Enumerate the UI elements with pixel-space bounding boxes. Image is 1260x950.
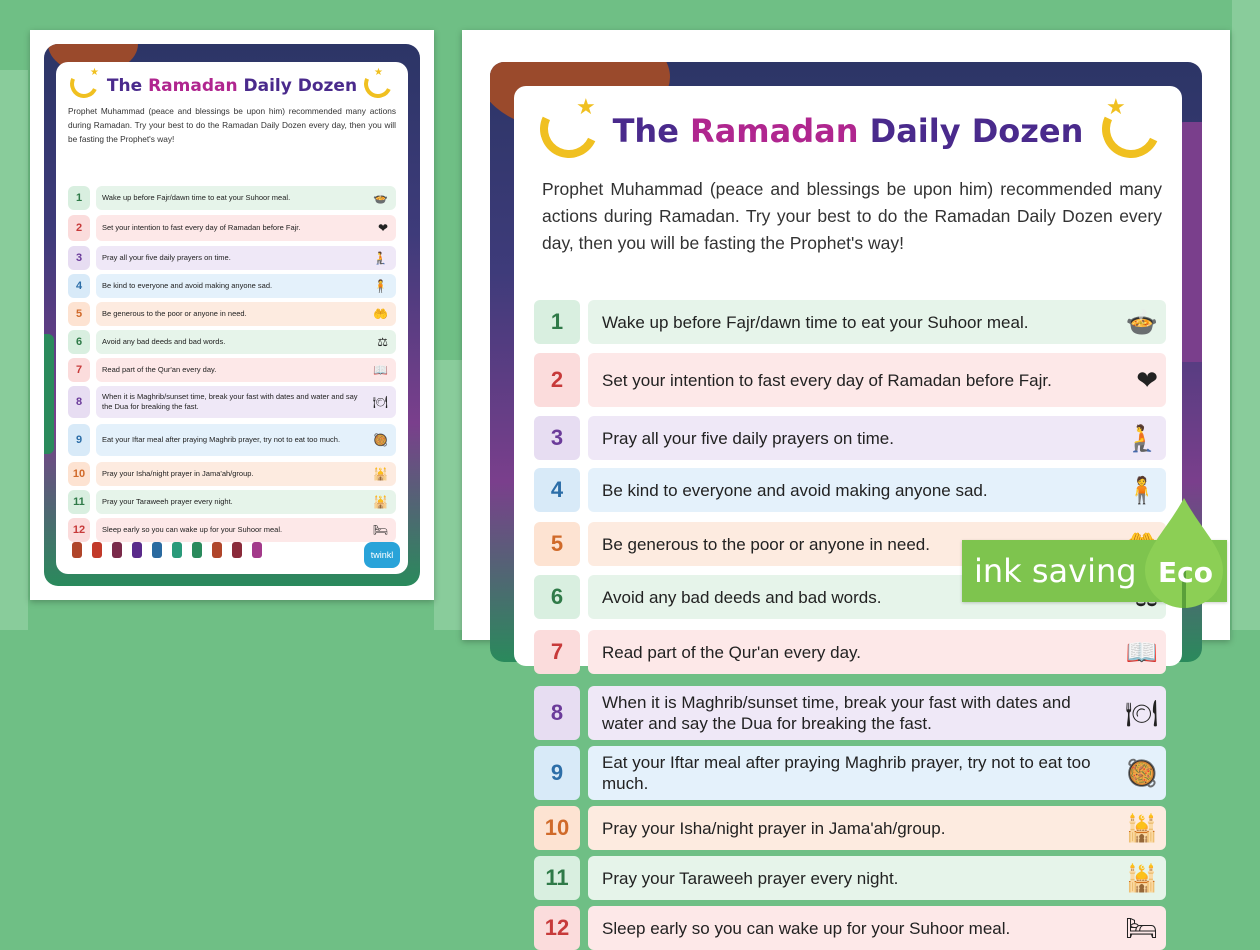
item-number: 3 — [68, 246, 90, 270]
item-text: Sleep early so you can wake up for your Suhoor meal. — [602, 918, 1011, 938]
list-item — [68, 424, 396, 456]
list-item — [534, 300, 1166, 344]
item-text: Read part of the Qur'an every day. — [602, 642, 862, 662]
page-title: The Ramadan Daily Dozen — [106, 76, 358, 96]
item-box — [96, 518, 396, 542]
item-box — [588, 416, 1166, 460]
list-item — [68, 186, 396, 210]
list-item — [68, 302, 396, 326]
item-text: Eat your Iftar meal after praying Maghrib prayer, try not to eat too much. — [102, 435, 341, 444]
item-number: 3 — [534, 416, 580, 460]
item-number: 9 — [68, 424, 90, 456]
item-number: 5 — [534, 522, 580, 566]
item-number: 10 — [68, 462, 90, 486]
background-building — [434, 360, 464, 630]
item-box — [588, 856, 1166, 900]
badge-text: ink saving — [974, 552, 1137, 590]
background-building — [1232, 0, 1260, 630]
list-item — [68, 490, 396, 514]
star-icon: ★ — [1106, 94, 1126, 119]
list-item — [68, 274, 396, 298]
list-item — [68, 518, 396, 542]
item-text: Be kind to everyone and avoid making anyone sad. — [602, 480, 988, 500]
item-number: 11 — [68, 490, 90, 514]
item-box — [96, 330, 396, 354]
item-box — [588, 353, 1166, 407]
group-prayer-icon: 🕌 — [1125, 813, 1158, 843]
star-icon: ★ — [374, 67, 383, 78]
lantern-row — [56, 542, 408, 558]
mosque-icon: 🕌 — [1125, 863, 1158, 893]
list-item — [534, 686, 1166, 740]
item-text: Read part of the Qur'an every day. — [102, 365, 217, 374]
item-text: Set your intention to fast every day of Ramadan before Fajr. — [602, 370, 1052, 390]
twinkl-logo: twinkl — [364, 542, 400, 568]
praying-person-icon: 🧎 — [373, 251, 388, 265]
item-text: Avoid any bad deeds and bad words. — [602, 587, 882, 607]
list-item — [68, 462, 396, 486]
poster-card — [56, 62, 408, 574]
item-text: Be kind to everyone and avoid making anyone sad. — [102, 281, 273, 290]
item-box — [96, 186, 396, 210]
item-number: 11 — [534, 856, 580, 900]
list-item — [534, 630, 1166, 674]
list-item — [534, 906, 1166, 950]
intro-text: Prophet Muhammad (peace and blessings be upon him) recommended many actions during Ramadan. Try your best to do the Ramadan Daily Dozen every day, then you will be fasting the Prophet's way! — [68, 106, 396, 144]
item-number: 6 — [534, 575, 580, 619]
kind-person-icon: 🧍 — [373, 279, 388, 293]
item-number: 8 — [534, 686, 580, 740]
item-text: Sleep early so you can wake up for your Suhoor meal. — [102, 525, 283, 534]
item-number: 1 — [68, 186, 90, 210]
item-text: When it is Maghrib/sunset time, break your fast with dates and water and say the Dua for breaking the fast. — [102, 392, 358, 411]
item-number: 12 — [68, 518, 90, 542]
item-text: Eat your Iftar meal after praying Maghrib prayer, try not to eat too much. — [602, 753, 1091, 793]
item-box — [96, 302, 396, 326]
food-bowl-icon: 🍲 — [1125, 307, 1158, 337]
dome-decoration — [44, 334, 54, 454]
bed-icon: 🛏 — [1124, 913, 1158, 943]
item-box — [588, 630, 1166, 674]
star-icon: ★ — [90, 67, 99, 78]
list-item — [68, 246, 396, 270]
item-text: Wake up before Fajr/dawn time to eat your Suhoor meal. — [102, 193, 291, 202]
bed-icon: 🛏 — [372, 523, 388, 537]
star-icon: ★ — [576, 94, 596, 119]
item-box — [588, 906, 1166, 950]
praying-person-icon: 🧎 — [1125, 423, 1158, 453]
group-prayer-icon: 🕌 — [373, 467, 388, 481]
dates-plate-icon: 🍽 — [1124, 698, 1158, 728]
meal-plate-icon: 🥘 — [1125, 758, 1158, 788]
eco-drop-icon — [1145, 498, 1223, 608]
heart-icon: ❤ — [377, 221, 388, 235]
item-number: 4 — [534, 468, 580, 512]
kind-person-icon: 🧍 — [1125, 475, 1158, 505]
list-item — [534, 746, 1166, 800]
item-number: 1 — [534, 300, 580, 344]
food-bowl-icon: 🍲 — [373, 191, 388, 205]
item-number: 8 — [68, 386, 90, 418]
item-box — [588, 686, 1166, 740]
item-text: Pray all your five daily prayers on time. — [602, 428, 894, 448]
item-number: 7 — [68, 358, 90, 382]
item-text: When it is Maghrib/sunset time, break your fast with dates and water and say the Dua for breaking the fast. — [602, 693, 1071, 733]
item-number: 12 — [534, 906, 580, 950]
list-item — [68, 215, 396, 241]
item-box — [96, 424, 396, 456]
heart-icon: ❤ — [1136, 365, 1158, 395]
item-text: Set your intention to fast every day of Ramadan before Fajr. — [102, 223, 301, 232]
list-item — [68, 386, 396, 418]
list-item — [534, 416, 1166, 460]
mosque-icon: 🕌 — [373, 495, 388, 509]
quran-book-icon: 📖 — [1125, 637, 1158, 667]
list-item — [534, 353, 1166, 407]
item-text: Avoid any bad deeds and bad words. — [102, 337, 226, 346]
scales-icon: ⚖ — [377, 335, 388, 349]
item-text: Pray all your five daily prayers on time. — [102, 253, 231, 262]
item-number: 10 — [534, 806, 580, 850]
item-number: 9 — [534, 746, 580, 800]
list-item — [68, 358, 396, 382]
background-building — [0, 70, 28, 630]
giving-hand-icon: 🤲 — [373, 307, 388, 321]
list-item — [534, 856, 1166, 900]
meal-plate-icon: 🥘 — [373, 433, 388, 447]
item-box — [96, 462, 396, 486]
item-number: 4 — [68, 274, 90, 298]
item-box — [96, 246, 396, 270]
list-item — [534, 806, 1166, 850]
quran-book-icon: 📖 — [373, 363, 388, 377]
item-box — [588, 746, 1166, 800]
item-box — [588, 806, 1166, 850]
item-text: Pray your Taraweeh prayer every night. — [102, 497, 233, 506]
item-text: Be generous to the poor or anyone in need. — [102, 309, 247, 318]
item-text: Pray your Isha/night prayer in Jama'ah/group. — [102, 469, 254, 478]
item-number: 2 — [534, 353, 580, 407]
intro-text: Prophet Muhammad (peace and blessings be upon him) recommended many actions during Ramadan. Try your best to do the Ramadan Daily Dozen every day, then you will be fasting the Prophet's way! — [542, 179, 1162, 253]
list-item — [534, 468, 1166, 512]
thumbnail-poster[interactable] — [30, 30, 434, 600]
item-number: 7 — [534, 630, 580, 674]
item-box — [588, 468, 1166, 512]
item-box — [588, 300, 1166, 344]
item-text: Pray your Isha/night prayer in Jama'ah/group. — [602, 818, 946, 838]
item-box — [96, 386, 396, 418]
page-title: The Ramadan Daily Dozen — [612, 112, 1084, 150]
item-box — [96, 215, 396, 241]
item-number: 2 — [68, 215, 90, 241]
eco-label: Eco — [1158, 556, 1213, 589]
item-box — [96, 490, 396, 514]
item-box — [96, 274, 396, 298]
item-number: 6 — [68, 330, 90, 354]
list-item — [68, 330, 396, 354]
item-box — [96, 358, 396, 382]
item-text: Wake up before Fajr/dawn time to eat your Suhoor meal. — [602, 312, 1029, 332]
item-text: Pray your Taraweeh prayer every night. — [602, 868, 899, 888]
dates-plate-icon: 🍽 — [372, 395, 388, 409]
item-text: Be generous to the poor or anyone in need. — [602, 534, 930, 554]
item-number: 5 — [68, 302, 90, 326]
